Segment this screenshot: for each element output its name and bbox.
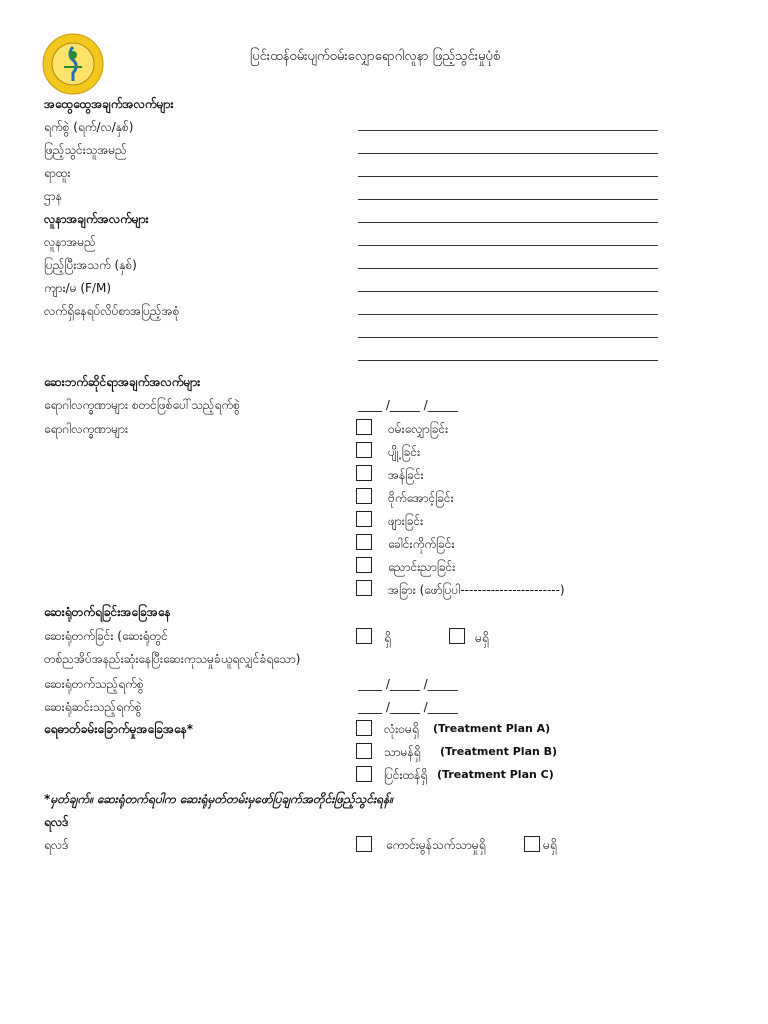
symptom-checkbox-other[interactable] — [356, 580, 372, 596]
dehydration-none-label: လုံးဝမရှိ — [384, 722, 419, 736]
department-input-line[interactable] — [358, 199, 658, 200]
onset-date-label: ရောဂါလက္ခဏာများ စတင်ဖြစ်ပေါ်သည့်ရက်စွဲ — [44, 398, 240, 412]
address-input-line-3[interactable] — [358, 360, 658, 361]
symptom-label: ဗိုက်အောင့်ခြင်း — [388, 491, 454, 505]
patient-name-input-line[interactable] — [358, 245, 658, 246]
treatment-plan-a: (Treatment Plan A) — [433, 722, 551, 735]
patient-name-label: လူနာအမည် — [44, 235, 96, 249]
symptom-label: ဝမ်းလျှောခြင်း — [388, 422, 449, 436]
symptom-checkbox-nausea[interactable] — [356, 442, 372, 458]
dehydration-severe-checkbox[interactable] — [356, 766, 372, 782]
discharge-date-blank[interactable]: ____ /_____ /_____ — [358, 700, 458, 714]
symptom-checkbox-diarrhea[interactable] — [356, 419, 372, 435]
symptom-label: အန်ခြင်း — [388, 468, 424, 482]
admitted-label-line1: ဆေးရုံတက်ခြင်း (ဆေးရုံတွင် — [44, 629, 168, 643]
admitted-yes-label: ရှိ — [384, 631, 391, 645]
dehydration-severe-label: ပြင်းထန်ရှိ — [384, 768, 428, 782]
admitted-yes-checkbox[interactable] — [356, 628, 372, 644]
dehydration-some-checkbox[interactable] — [356, 743, 372, 759]
result-good-checkbox[interactable] — [356, 836, 372, 852]
result-not-label: မရှိ — [543, 838, 557, 852]
admit-date-blank[interactable]: ____ /_____ /_____ — [358, 677, 458, 691]
discharge-date-label: ဆေးရုံဆင်းသည့်ရက်စွဲ — [44, 700, 142, 714]
recorder-input-line[interactable] — [358, 153, 658, 154]
symptom-label: ပျို့ခြင်း — [388, 445, 421, 459]
admitted-no-checkbox[interactable] — [449, 628, 465, 644]
position-input-line[interactable] — [358, 176, 658, 177]
symptom-checkbox-abdominal-pain[interactable] — [356, 488, 372, 504]
dehydration-some-label: သာမန်ရှိ — [384, 745, 421, 759]
page-title: ပြင်းထန်ဝမ်းပျက်ဝမ်းလျှောရောဂါလူနာ ဖြည့်သွင်းမှုပုံစံ — [250, 49, 501, 64]
address-input-line-2[interactable] — [358, 337, 658, 338]
treatment-plan-c: (Treatment Plan C) — [437, 768, 554, 781]
symptom-label: ဖျားခြင်း — [388, 514, 424, 528]
symptom-checkbox-fever[interactable] — [356, 511, 372, 527]
result-good-label: ကောင်းမွန်သက်သာမှုရှိ — [386, 838, 486, 852]
footnote: *မှတ်ချက်။ ဆေးရုံတက်ရပါက ဆေးရုံမှတ်တမ်းမှဖော်ပြချက်အတိုင်းဖြည့်သွင်းရန်။ — [44, 792, 393, 806]
admit-date-label: ဆေးရုံတက်သည့်ရက်စွဲ — [44, 677, 144, 691]
address-label: လက်ရှိနေရပ်လိပ်စာအပြည့်အစုံ — [44, 304, 180, 318]
general-heading: အထွေထွေအချက်အလက်များ — [44, 97, 174, 111]
symptom-checkbox-body-ache[interactable] — [356, 557, 372, 573]
treatment-plan-b: (Treatment Plan B) — [440, 745, 558, 758]
dehydration-none-checkbox[interactable] — [356, 720, 372, 736]
sex-label: ကျား/မ (F/M) — [44, 281, 111, 295]
clinical-heading: ဆေးဘက်ဆိုင်ရာအချက်အလက်များ — [44, 375, 201, 389]
symptom-checkbox-vomiting[interactable] — [356, 465, 372, 481]
date-label: ရက်စွဲ (ရက်/လ/နှစ်) — [44, 120, 134, 134]
age-input-line[interactable] — [358, 268, 658, 269]
sex-input-line[interactable] — [358, 291, 658, 292]
department-label: ဌာန — [44, 189, 62, 203]
symptom-label: အခြား (ဖော်ပြပါ-----------------------) — [388, 583, 565, 597]
symptoms-label: ရောဂါလက္ခဏာများ — [44, 422, 129, 436]
date-input-line[interactable] — [358, 130, 658, 131]
symptom-checkbox-headache[interactable] — [356, 534, 372, 550]
result-heading: ရလဒ် — [44, 815, 69, 829]
dehydration-label: ရေဓာတ်ခမ်းခြောက်မှုအခြေအနေ* — [44, 722, 194, 736]
admitted-no-label: မရှိ — [475, 631, 489, 645]
position-label: ရာထူး — [44, 166, 71, 180]
hospital-heading: ဆေးရုံတက်ရခြင်းအခြေအနေ — [44, 605, 171, 619]
onset-date-blank[interactable]: ____ /_____ /_____ — [358, 398, 458, 412]
address-input-line-1[interactable] — [358, 314, 658, 315]
recorder-label: ဖြည့်သွင်းသူအမည် — [44, 143, 127, 157]
result-label: ရလဒ် — [44, 838, 69, 852]
symptom-label: ညောင်းညာခြင်း — [388, 560, 456, 574]
admitted-label-line2: တစ်ညအိပ်အနည်းဆုံးနေပြီးဆေးကုသမှုခံယူရလျှင်ခံရသော) — [44, 652, 301, 666]
age-label: ပြည့်ပြီးအသက် (နှစ်) — [44, 258, 137, 272]
symptom-label: ခေါင်းကိုက်ခြင်း — [388, 537, 455, 551]
patient-heading-line[interactable] — [358, 222, 658, 223]
result-not-checkbox[interactable] — [524, 836, 540, 852]
ministry-of-health-logo — [42, 33, 104, 95]
patient-heading: လူနာအချက်အလက်များ — [44, 212, 149, 226]
